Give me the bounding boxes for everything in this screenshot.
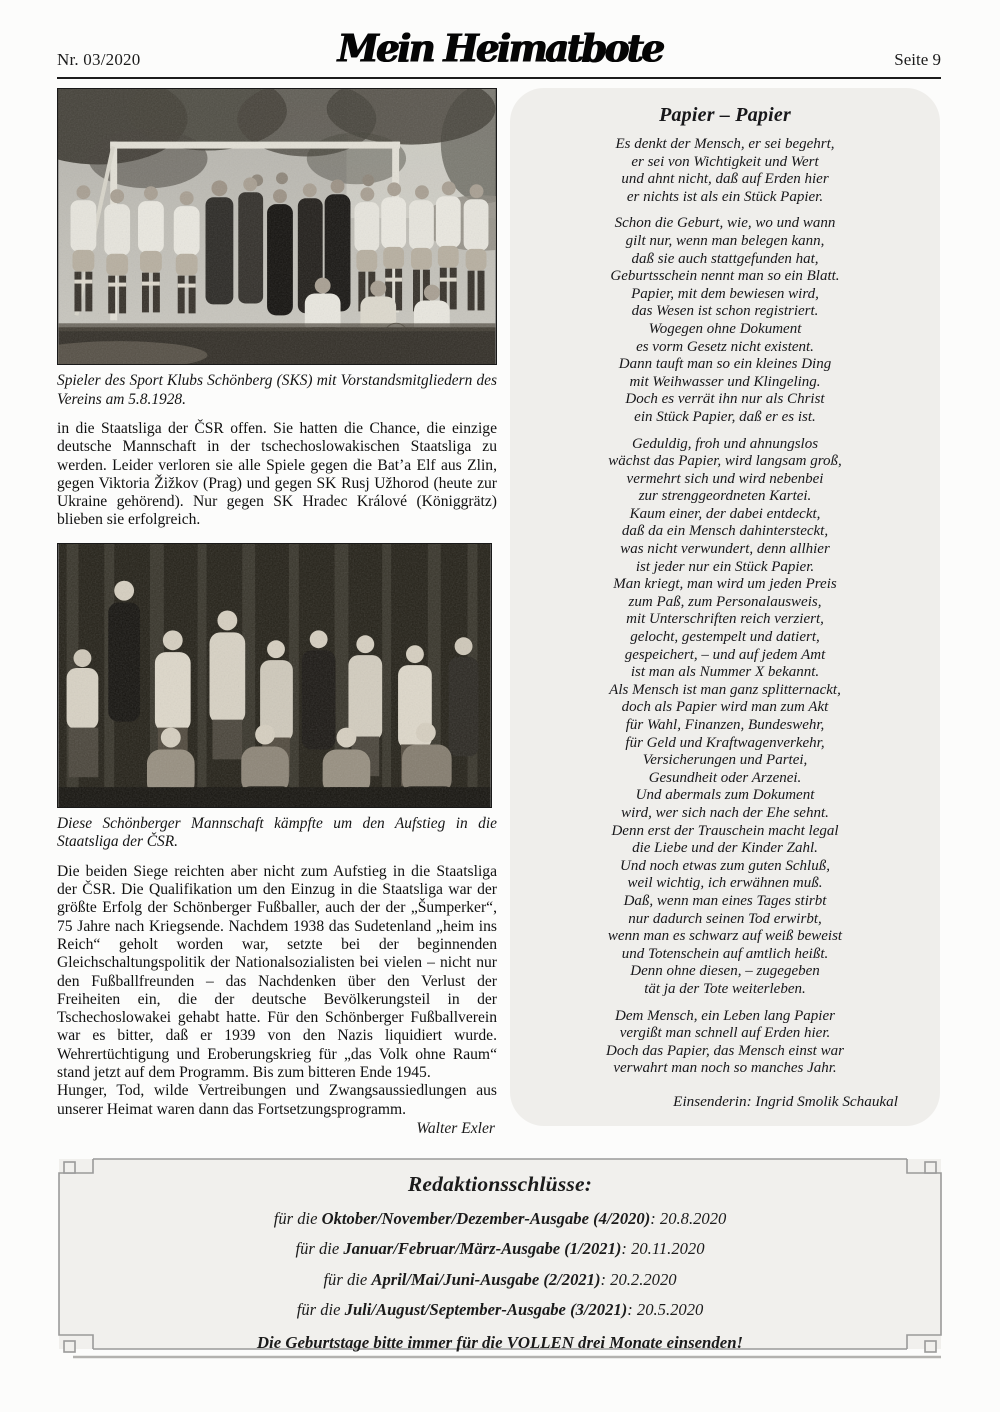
poem-line: Schon die Geburt, wie, wo und wann (614, 215, 836, 232)
deadline-list (77, 1209, 923, 1320)
poem-line: Doch das Papier, das Mensch einst war (606, 1042, 844, 1059)
poem-line: Gesundheit oder Arzenei. (648, 769, 802, 786)
team-photo-squad (57, 543, 492, 808)
article-author: Walter Exler (416, 1119, 495, 1137)
deadlines-note: Die Geburtstage bitte immer für die VOLLEN drei Monate einsenden! (256, 1333, 744, 1352)
poem-line: Dann tauft man so ein kleines Ding (618, 356, 832, 373)
issue-number: Nr. 03/2020 (57, 50, 141, 69)
deadline-row (77, 1209, 923, 1228)
poem-line: Man kriegt, man wird um jeden Preis (613, 576, 837, 593)
poem-stanza-4 (524, 1008, 926, 1078)
article-paragraph-3: Hunger, Tod, wilde Vertreibungen und Zwangsaussiedlungen aus unserer Heimat waren dann das Fortsetzungsprogramm. (57, 1082, 497, 1118)
poem-line: daß sie auch stattgefunden hat, (631, 250, 819, 267)
poem-line: und ahnt nicht, daß auf Erden hier (621, 171, 829, 188)
poem-line: ist man als Nummer X bekannt. (630, 664, 820, 681)
poem-stanza-1 (524, 136, 926, 206)
masthead-title: Mein Heimatbote (337, 25, 663, 71)
deadline-issue: Juli/August/September-Ausgabe (3/2021) (344, 1300, 628, 1319)
poem-line: Wogegen ohne Dokument (648, 320, 802, 337)
deadlines-title: Redaktionsschlüsse: (407, 1172, 593, 1196)
deadline-prefix: für die (295, 1239, 344, 1258)
poem-line: Versicherungen und Partei, (642, 752, 808, 769)
deadline-prefix: für die (323, 1269, 372, 1289)
poem-line: zum Paß, zum Personalausweis, (628, 593, 822, 610)
article-paragraph-2: Die beiden Siege reichten aber nicht zum Aufstieg in die Staatsliga der ČSR. Die Qualifikation um den Einzug in die Staatsliga war der größte Erfolg der Schönberger Fußballer, auch der der „Šumperker“, 75 Jahre nach Kriegsende. Nachdem 1938 das Sudetenland „heim ins Reich“ geholt worden war, setzte bei der beginnenden Gleichschaltungspolitik der Nationalsozialisten bei vielen – nicht nur den Fußballfreunden – das Nachdenken über den Verlust der Freiheiten ein, die der deutsche Bevölkerungsteil in der Tschechoslowakei gehabt hatte. Für den Schönberger Fußballverein war es bitter, daß er 1939 von den Nazis liquidiert wurde. Wehrertüchtigung und Eroberungskrieg für „das Volk ohne Raum“ stand jetzt auf dem Programm. Bis zum bitteren Ende 1945. (57, 862, 497, 1082)
team-photo-1928 (57, 88, 497, 365)
poem-line: Kaum einer, der dabei entdeckt, (629, 505, 821, 522)
poem-line: mit Unterschriften reich verziert, (626, 611, 824, 628)
poem-box (510, 88, 940, 1126)
poem-line: wächst das Papier, wird langsam groß, (608, 453, 842, 470)
poem-line: vermehrt sich und wird nebenbei (626, 470, 824, 487)
deadlines-box (57, 1150, 943, 1365)
deadline-date: : 20.2.2020 (600, 1269, 677, 1289)
deadline-date: : 20.5.2020 (627, 1300, 704, 1319)
deadline-date: : 20.8.2020 (650, 1208, 727, 1228)
poem-line: wenn man es schwarz auf weiß beweist (607, 928, 843, 945)
poem-line: was nicht verwundert, denn allhier (620, 541, 830, 558)
poem-line: nur dadurch seinen Tod erwirbt, (628, 910, 822, 927)
poem-line: daß da ein Mensch dahintersteckt, (621, 523, 829, 540)
poem-line: Geduldig, froh und ahnungslos (631, 435, 819, 452)
page-number: Seite 9 (894, 50, 941, 69)
poem-line: ist jeder nur ein Stück Papier. (635, 558, 815, 575)
photo2-caption: Diese Schönberger Mannschaft kämpfte um den Aufstieg in die Staatsliga der ČSR. (57, 814, 497, 851)
poem-line: Denn erst der Trauschein macht legal (611, 822, 839, 839)
deadline-issue: Oktober/November/Dezember-Ausgabe (4/2020) (321, 1208, 651, 1228)
deadline-row (77, 1270, 923, 1289)
poem-line: Und noch etwas zum guten Schluß, (620, 857, 830, 874)
deadline-date: : 20.11.2020 (621, 1239, 705, 1258)
poem-line: Papier, mit dem bewiesen wird, (631, 285, 819, 302)
poem-line: für Wahl, Finanzen, Bundeswehr, (625, 717, 825, 733)
poem-line: zur strenggeordneten Kartei. (638, 488, 812, 505)
poem-line: er nichts ist als ein Stück Papier. (626, 188, 824, 205)
poem-line: Daß, wenn man eines Tages stirbt (623, 892, 827, 909)
poem-line: gilt nur, wenn man belegen kann, (625, 232, 825, 249)
poem-stanza-2 (524, 215, 926, 426)
deadline-row (77, 1239, 923, 1258)
deadlines-content (77, 1150, 923, 1353)
poem-line: Doch es verrät ihn nur als Christ (625, 391, 825, 408)
poem-line: er sei von Wichtigkeit und Wert (631, 153, 819, 170)
deadline-prefix: für die (273, 1208, 322, 1228)
poem-line: Dem Mensch, ein Leben lang Papier (615, 1007, 835, 1024)
poem-line: Und abermals zum Dokument (635, 787, 815, 804)
poem-line: vergißt man schnell auf Erden hier. (619, 1025, 831, 1042)
poem-line: das Wesen ist schon registriert. (631, 303, 819, 320)
deadline-issue: Januar/Februar/März-Ausgabe (1/2021) (343, 1239, 622, 1258)
poem-line: verwahrt man noch so manches Jahr. (613, 1060, 837, 1077)
header-rule (57, 77, 941, 79)
poem-line: Geburtsschein nennt man so ein Blatt. (610, 268, 840, 285)
poem-attribution: Einsenderin: Ingrid Smolik Schaukal (673, 1092, 898, 1110)
photo1-caption: Spieler des Sport Klubs Schönberg (SKS) mit Vorstandsmitgliedern des Vereins am 5.8.1928. (57, 372, 497, 408)
poem-line: mit Weihwasser und Klingeling. (629, 373, 821, 390)
poem-line: Denn ohne diesen, – zugegeben (630, 963, 820, 980)
poem-line: Es denkt der Mensch, er sei begehrt, (615, 136, 835, 152)
deadline-issue: April/Mai/Juni-Ausgabe (2/2021) (371, 1269, 601, 1289)
poem-line: die Liebe und der Kinder Zahl. (632, 840, 818, 857)
poem-line: Als Mensch ist man ganz splitternackt, (609, 681, 841, 698)
poem-line: weil wichtig, ich erwähnen muß. (627, 875, 823, 892)
deadline-row (77, 1300, 923, 1319)
poem-line: gespeichert, – und auf jedem Amt (624, 646, 826, 663)
deadline-prefix: für die (296, 1300, 345, 1319)
poem-line: gelocht, gestempelt und datiert, (630, 629, 820, 646)
poem-line: und Totenschein auf amtlich heißt. (621, 945, 829, 962)
poem-title: Papier – Papier (659, 104, 791, 126)
poem-line: es vorm Gesetz nicht existent. (636, 338, 814, 355)
poem-line: tät ja der Tote weiterleben. (644, 980, 806, 997)
poem-stanza-3 (524, 436, 926, 999)
article-paragraph-1: in die Staatsliga der ČSR offen. Sie hatten die Chance, die einzige deutsche Mannschaft in der tschechoslowakischen Staatsliga zu werden. Leider verloren sie alle Spiele gegen die Bat’a Elf aus Zlin, gegen Viktoria Žižkov (Prag) und gegen SK Rusj Užhorod (heute zur Ukraine gehörend). Nur gegen SK Hradec Králové (Königgrätz) blieben sie erfolgreich. (57, 420, 497, 529)
poem-line: doch als Papier wird man zum Akt (621, 699, 829, 716)
poem-line: ein Stück Papier, daß er es ist. (634, 408, 816, 425)
poem-line: für Geld und Kraftwagenverkehr, (625, 734, 825, 751)
left-column (57, 88, 497, 1138)
poem-line: wird, wer sich nach der Ehe sehnt. (621, 804, 829, 821)
